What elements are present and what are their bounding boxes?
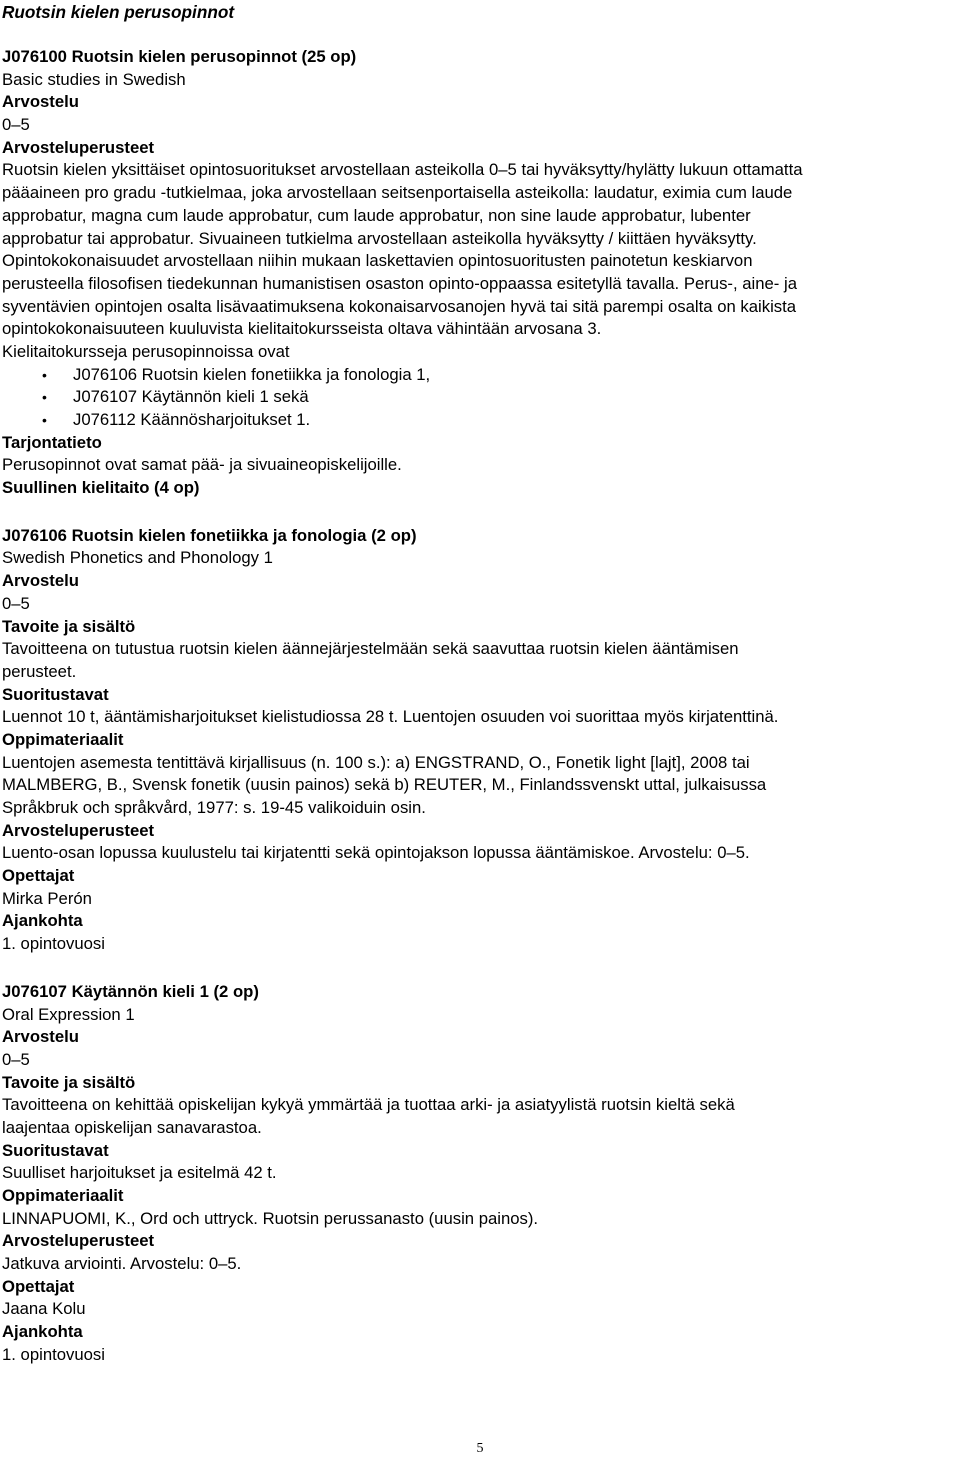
- list-item-text: J076112 Käännösharjoitukset 1.: [73, 410, 311, 429]
- language-course-list: [2, 364, 950, 432]
- goals-line: laajentaa opiskelijan sanavarastoa.: [2, 1117, 262, 1137]
- criteria-label: Arvosteluperusteet: [2, 137, 155, 157]
- bullet-icon: •: [42, 366, 47, 383]
- section-heading: Suullinen kielitaito (4 op): [2, 478, 200, 498]
- bullet-icon: •: [42, 389, 47, 406]
- course-code-title: J076107 Käytännön kieli 1 (2 op): [2, 981, 259, 1001]
- course-j076107: [2, 981, 950, 1367]
- spacer: [2, 500, 950, 525]
- page-number: 5: [476, 1441, 484, 1456]
- teachers-label: Opettajat: [2, 1276, 75, 1296]
- list-item: [2, 409, 950, 432]
- criteria-line: Kielitaitokursseja perusopinnoissa ovat: [2, 341, 290, 361]
- list-item: [2, 364, 950, 387]
- materials-value: LINNAPUOMI, K., Ord och uttryck. Ruotsin perussanasto (uusin painos).: [2, 1208, 539, 1228]
- criteria-line: pääaineen pro gradu -tutkielmaa, joka arvostellaan seitsenportaisella asteikolla: laudatur, eximia cum laude: [2, 183, 793, 203]
- criteria-value: Luento-osan lopussa kuulustelu tai kirjatentti sekä opintojakson lopussa ääntämiskoe. Arvostelu: 0–5.: [2, 843, 750, 863]
- bullet-icon: •: [42, 412, 47, 428]
- spacer: [2, 956, 950, 981]
- methods-value: Suulliset harjoitukset ja esitelmä 42 t.: [2, 1163, 277, 1183]
- goals-label: Tavoite ja sisältö: [2, 616, 136, 636]
- timing-label: Ajankohta: [2, 1322, 83, 1342]
- course-english-title: Swedish Phonetics and Phonology 1: [2, 548, 273, 568]
- criteria-line: approbatur tai approbatur. Sivuaineen tutkielma arvostellaan asteikolla hyväksytty / kiittäen hyväksytty.: [2, 228, 757, 248]
- teachers-value: Mirka Perón: [2, 888, 92, 908]
- grading-value: 0–5: [2, 1049, 30, 1069]
- materials-label: Oppimateriaalit: [2, 729, 124, 749]
- methods-label: Suoritustavat: [2, 1140, 109, 1160]
- criteria-label: Arvosteluperusteet: [2, 820, 155, 840]
- methods-label: Suoritustavat: [2, 684, 109, 704]
- offer-label: Tarjontatieto: [2, 432, 102, 452]
- methods-value: Luennot 10 t, ääntämisharjoitukset kielistudiossa 28 t. Luentojen osuuden voi suorittaa myös kirjatenttinä.: [2, 707, 779, 727]
- document-page: [2, 0, 950, 1367]
- criteria-value: Jatkuva arviointi. Arvostelu: 0–5.: [2, 1254, 242, 1274]
- goals-line: Tavoitteena on tutustua ruotsin kielen äännejärjestelmään sekä saavuttaa ruotsin kielen ääntämisen: [2, 639, 739, 659]
- criteria-line: Opintokokonaisuudet arvostellaan niihin mukaan laskettavien opintosuoritusten painotetun keskiarvon: [2, 251, 753, 271]
- teachers-label: Opettajat: [2, 866, 75, 886]
- offer-value: Perusopinnot ovat samat pää- ja sivuaineopiskelijoille.: [2, 455, 402, 475]
- list-item-text: J076106 Ruotsin kielen fonetiikka ja fonologia 1,: [73, 364, 431, 384]
- grading-label: Arvostelu: [2, 92, 79, 112]
- list-item-text: J076107 Käytännön kieli 1 sekä: [73, 387, 309, 407]
- course-english-title: Oral Expression 1: [2, 1004, 135, 1024]
- materials-label: Oppimateriaalit: [2, 1186, 124, 1205]
- goals-label: Tavoite ja sisältö: [2, 1072, 136, 1092]
- criteria-line: syventävien opintojen osalta lisävaatimuksena kokonaisarvosanojen hyvä tai sitä parempi osalta on kaikista: [2, 296, 797, 316]
- timing-label: Ajankohta: [2, 911, 83, 931]
- materials-line: Språkbruk och språkvård, 1977: s. 19-45 valikoiduin osin.: [2, 798, 426, 817]
- grading-value: 0–5: [2, 593, 30, 613]
- materials-line: Luentojen asemesta tentittävä kirjallisuus (n. 100 s.): a) ENGSTRAND, O., Fonetik light [lajt], 2008 tai: [2, 752, 750, 772]
- teachers-value: Jaana Kolu: [2, 1299, 86, 1319]
- criteria-line: opintokokonaisuuteen kuuluvista kielitaitokursseista oltava vähintään arvosana 3.: [2, 319, 602, 339]
- course-code-title: J076106 Ruotsin kielen fonetiikka ja fonologia (2 op): [2, 525, 417, 545]
- grading-label: Arvostelu: [2, 571, 79, 591]
- goals-line: perusteet.: [2, 661, 77, 681]
- materials-line: MALMBERG, B., Svensk fonetik (uusin painos) sekä b) REUTER, M., Finlandssvenskt uttal, julkaisussa: [2, 775, 767, 795]
- grading-label: Arvostelu: [2, 1027, 79, 1047]
- criteria-label: Arvosteluperusteet: [2, 1231, 155, 1251]
- criteria-line: approbatur, magna cum laude approbatur, cum laude approbatur, non sine laude approbatur, lubenter: [2, 205, 751, 225]
- criteria-line: perusteella filosofisen tiedekunnan humanistisen osaston opinto-oppaassa esitetyllä tavalla. Perus-, aine- ja: [2, 273, 797, 293]
- goals-line: Tavoitteena on kehittää opiskelijan kykyä ymmärtää ja tuottaa arki- ja asiatyylistä ruotsin kieltä sekä: [2, 1095, 735, 1115]
- list-item: [2, 386, 950, 409]
- criteria-line: Ruotsin kielen yksittäiset opintosuoritukset arvostellaan asteikolla 0–5 tai hyväksytty/hylätty lukuun ottamatta: [2, 160, 803, 180]
- module-code-title: J076100 Ruotsin kielen perusopinnot (25 op): [2, 47, 357, 66]
- page-title: Ruotsin kielen perusopinnot: [2, 2, 235, 22]
- timing-value: 1. opintovuosi: [2, 1344, 105, 1364]
- grading-value: 0–5: [2, 115, 30, 135]
- course-j076106: [2, 525, 950, 956]
- intro-module: [2, 46, 950, 500]
- module-english-title: Basic studies in Swedish: [2, 69, 186, 89]
- timing-value: 1. opintovuosi: [2, 934, 105, 954]
